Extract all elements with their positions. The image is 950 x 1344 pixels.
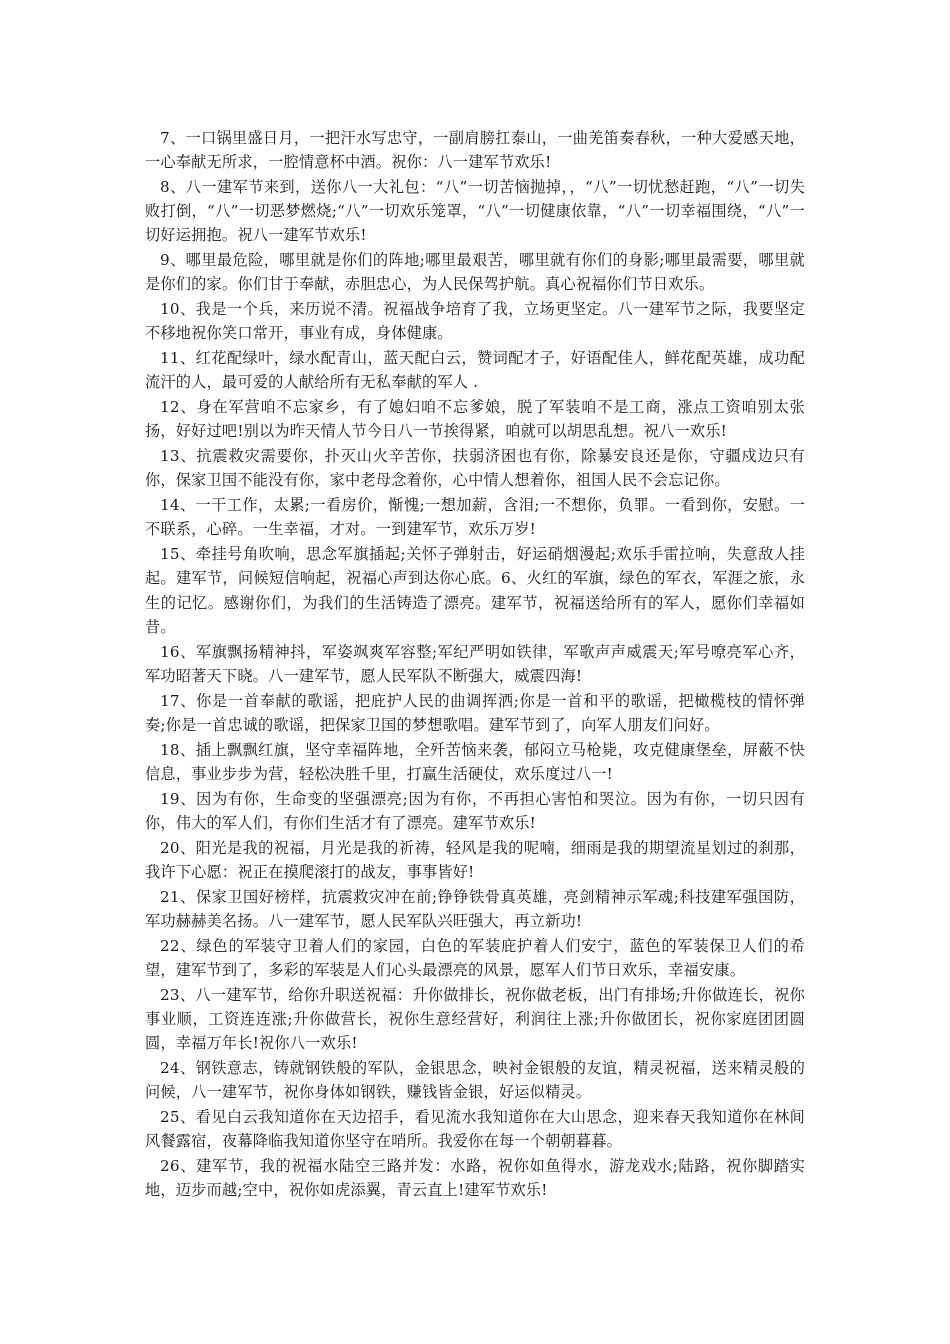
paragraph-18: 18、插上飘飘红旗，坚守幸福阵地，全歼苦恼来袭，郁闷立马枪毙，攻克健康堡垒，屏蔽不快信息，事业步步为营，轻松决胜千里，打赢生活硬仗，欢乐度过八一! [145,740,805,783]
paragraph-17: 17、你是一首奉献的歌谣，把庇护人民的曲调挥洒;你是一首和平的歌谣，把橄榄枝的情怀弹奏;你是一首忠诚的歌谣，把保家卫国的梦想歌唱。建军节到了，向军人朋友们问好。 [145,691,805,734]
paragraph-22: 22、绿色的军装守卫着人们的家园，白色的军装庇护着人们安宁，蓝色的军装保卫人们的希望，建军节到了，多彩的军装是人们心头最漂亮的风景，愿军人们节日欢乐，幸福安康。 [145,936,805,979]
paragraph-15: 15、牵挂号角吹响，思念军旗插起;关怀子弹射击，好运硝烟漫起;欢乐手雷拉响，失意敌人挂起。建军节，问候短信响起，祝福心声到达你心底。6、火红的军旗，绿色的军衣，军涯之旅，永生的记忆。感谢你们，为我们的生活铸造了漂亮。建军节，祝福送给所有的军人，愿你们幸福如昔。 [145,545,805,636]
document-page [145,126,805,1203]
paragraph-19: 19、因为有你，生命变的坚强漂亮;因为有你，不再担心害怕和哭泣。因为有你，一切只因有你，伟大的军人们，有你们生活才有了漂亮。建军节欢乐! [145,789,805,832]
paragraph-9: 9、哪里最危险，哪里就是你们的阵地;哪里最艰苦，哪里就有你们的身影;哪里最需要，哪里就是你们的家。你们甘于奉献，赤胆忠心，为人民保驾护航。真心祝福你们节日欢乐。 [145,251,805,294]
paragraph-16: 16、军旗飘扬精神抖，军姿飒爽军容整;军纪严明如铁律，军歌声声威震天;军号嘹亮军心齐，军功昭著天下晓。八一建军节，愿人民军队不断强大，威震四海! [145,642,805,685]
paragraph-25: 25、看见白云我知道你在天边招手，看见流水我知道你在大山思念，迎来春天我知道你在林间风餐露宿，夜幕降临我知道你坚守在哨所。我爱你在每一个朝朝暮暮。 [145,1107,805,1151]
paragraph-14: 14、一干工作，太累;一看房价，惭愧;一想加薪，含泪;一不想你，负罪。一看到你，安慰。一不联系，心碎。一生幸福，才对。一到建军节，欢乐万岁! [145,496,805,539]
paragraph-26: 26、建军节，我的祝福水陆空三路并发：水路，祝你如鱼得水，游龙戏水;陆路，祝你脚踏实地，迈步而越;空中，祝你如虎添翼，青云直上!建军节欢乐! [145,1156,805,1200]
paragraph-21: 21、保家卫国好榜样，抗震救灾冲在前;铮铮铁骨真英雄，亮剑精神示军魂;科技建军强国防，军功赫赫美名扬。八一建军节，愿人民军队兴旺强大，再立新功! [145,887,805,930]
paragraph-11: 11、红花配绿叶，绿水配青山，蓝天配白云，赞词配才子，好语配佳人，鲜花配英雄，成功配流汗的人，最可爱的人献给所有无私奉献的军人 . [145,349,805,392]
paragraph-13: 13、抗震救灾需要你，扑灭山火辛苦你，扶弱济困也有你，除暴安良还是你，守疆戍边只有你，保家卫国不能没有你，家中老母念着你，心中情人想着你，祖国人民不会忘记你。 [145,447,805,490]
paragraph-10: 10、我是一个兵，来历说不清。祝福战争培育了我，立场更坚定。八一建军节之际，我要坚定不移地祝你笑口常开，事业有成，身体健康。 [145,300,805,343]
paragraph-12: 12、身在军营咱不忘家乡，有了媳妇咱不忘爹娘，脱了军装咱不是工商，涨点工资咱别太张扬，好好过吧!别以为昨天情人节今日八一节挨得紧，咱就可以胡思乱想。祝八一欢乐! [145,398,805,441]
paragraph-7: 7、一口锅里盛日月，一把汗水写忠守，一副肩膀扛泰山，一曲羌笛奏春秋，一种大爱感天地，一心奉献无所求，一腔情意杯中酒。祝你：八一建军节欢乐! [145,129,805,172]
paragraph-23: 23、八一建军节，给你升职送祝福：升你做排长，祝你做老板，出门有排场;升你做连长，祝你事业顺，工资连连涨;升你做营长，祝你生意经营好，利润往上涨;升你做团长，祝你家庭团团圆圆，幸福万年长!祝你八一欢乐! [145,985,805,1053]
paragraph-8: 8、八一建军节来到，送你八一大礼包：“八”一切苦恼抛掉，，“八”一切忧愁赶跑，“八”一切失败打倒，“八”一切恶梦燃烧;“八”一切欢乐笼罩，“八”一切健康依靠，“八”一切幸福围绕，“八”一切好运拥抱。祝八一建军节欢乐! [145,178,805,245]
paragraph-20: 20、阳光是我的祝福，月光是我的祈祷，轻风是我的呢喃，细雨是我的期望流星划过的刹那，我许下心愿：祝正在摸爬滚打的战友，事事皆好! [145,838,805,881]
paragraph-24: 24、钢铁意志，铸就钢铁般的军队，金银思念，映衬金银般的友谊，精灵祝福，送来精灵般的问候，八一建军节，祝你身体如钢铁，赚钱皆金银，好运似精灵。 [145,1058,805,1102]
